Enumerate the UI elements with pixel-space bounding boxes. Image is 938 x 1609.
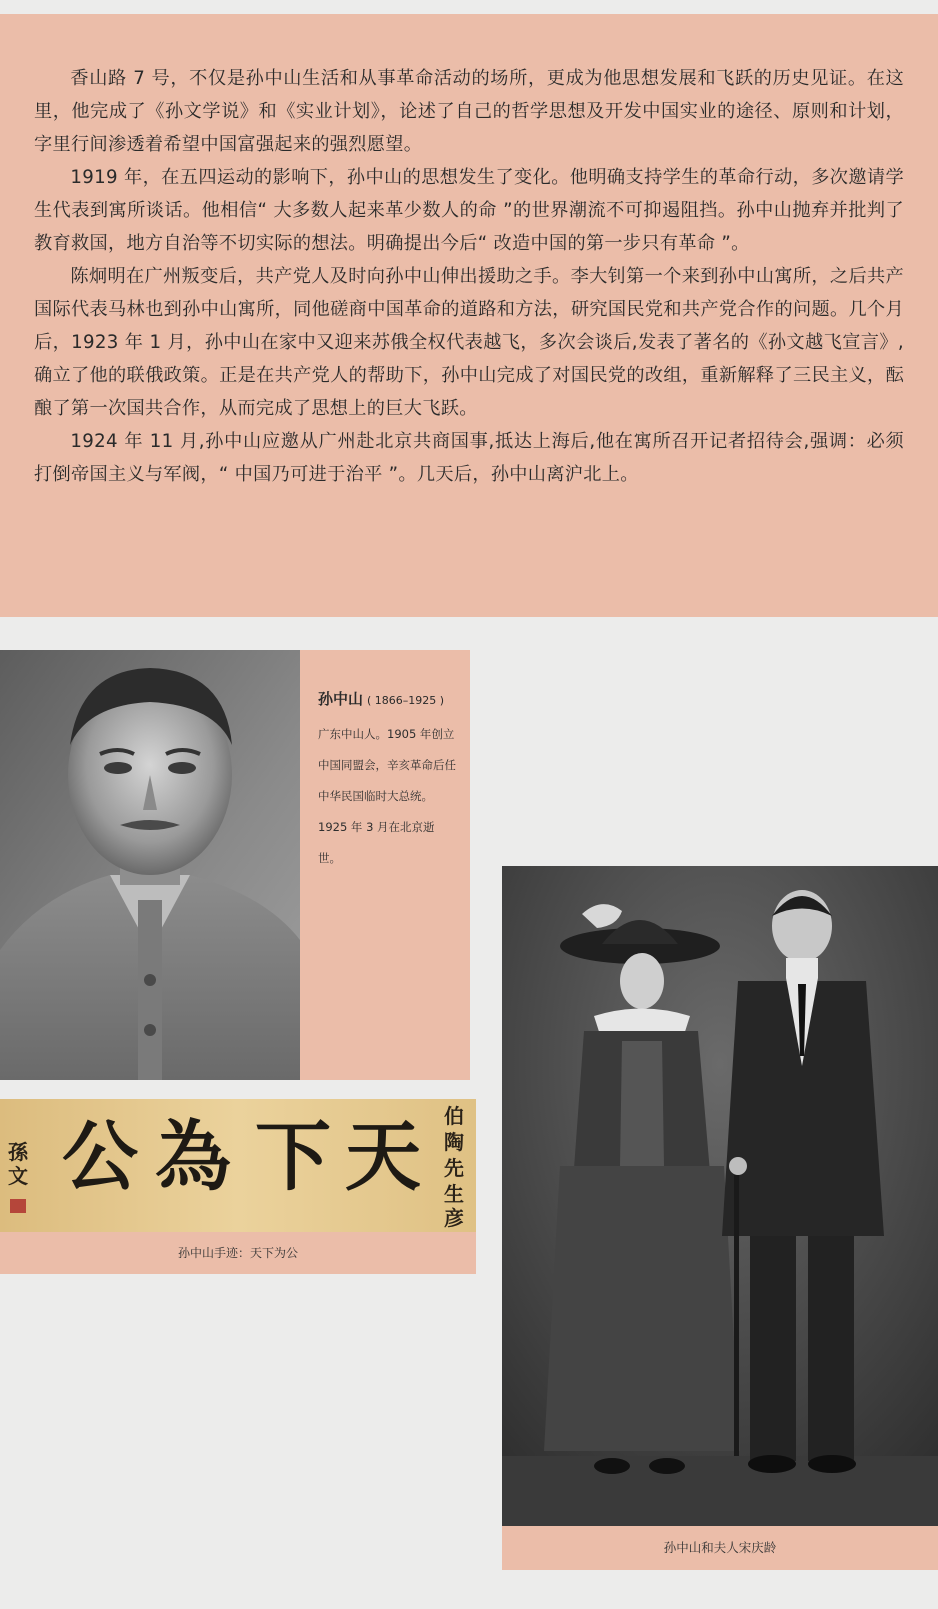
calligraphy-scroll-image — [0, 1099, 476, 1232]
paragraph-4: 1924 年 11 月,孙中山应邀从广州赴北京共商国事,抵达上海后,他在寓所召开记者招待会,强调：必须打倒帝国主义与军阀，“ 中国乃可进于治平 ”。几天后，孙中山离沪北上。 — [34, 431, 904, 485]
couple-photo-caption: 孙中山和夫人宋庆龄 — [502, 1526, 938, 1570]
calligraphy-char-2: 下 — [255, 1112, 331, 1201]
bio-text: 广东中山人。1905 年创立中国同盟会，辛亥革命后任中华民国临时大总统。1925 年 3 月在北京逝世。 — [318, 727, 456, 865]
paragraph-1: 香山路 7 号，不仅是孙中山生活和从事革命活动的场所，更成为他思想发展和飞跃的历史见证。在这里，他完成了《孙文学说》和《实业计划》，论述了自己的哲学思想及开发中国实业的途径、原则和计划，字里行间渗透着希望中国富强起来的强烈愿望。 — [34, 68, 904, 155]
biography-panel — [300, 650, 470, 1080]
svg-text:陶: 陶 — [444, 1130, 464, 1154]
paragraph-2: 1919 年，在五四运动的影响下，孙中山的思想发生了变化。他明确支持学生的革命行动，多次邀请学生代表到寓所谈话。他相信“ 大多数人起来革少数人的命 ”的世界潮流不可抑遏阻挡。孙中山抛弃并批判了教育救国，地方自治等不切实际的想法。明确提出今后“ 改造中国的第一步只有革命 ”。 — [34, 167, 904, 254]
couple-photo — [502, 866, 938, 1526]
svg-text:先: 先 — [444, 1156, 464, 1180]
bio-name: 孙中山 — [318, 690, 364, 708]
calligraphy-char-4: 公 — [62, 1112, 138, 1201]
paragraph-3: 陈炯明在广州叛变后，共产党人及时向孙中山伸出援助之手。李大钊第一个来到孙中山寓所，之后共产国际代表马林也到孙中山寓所，同他磋商中国革命的道路和方法，研究国民党和共产党合作的问题。几个月后，1923 年 1 月，孙中山在家中又迎来苏俄全权代表越飞，多次会谈后,发表了著名的《孙文越飞宣言》,确立了他的联俄政策。正是在共产党人的帮助下，孙中山完成了对国民党的改组，重新解释了三民主义，酝酿了第一次国共合作，从而完成了思想上的巨大飞跃。 — [34, 266, 904, 419]
bio-years: ( 1866–1925 ) — [367, 694, 445, 707]
svg-text:孫: 孫 — [8, 1140, 28, 1164]
article-text-panel — [0, 14, 938, 617]
calligraphy-caption: 孙中山手迹：天下为公 — [0, 1232, 476, 1274]
calligraphy-char-3: 為 — [155, 1112, 231, 1201]
svg-text:伯: 伯 — [444, 1104, 464, 1128]
svg-text:生: 生 — [444, 1182, 464, 1206]
svg-text:彦: 彦 — [444, 1206, 464, 1230]
svg-text:文: 文 — [8, 1164, 28, 1188]
sun-yat-sen-portrait-photo — [0, 650, 300, 1080]
bio-heading — [318, 688, 456, 709]
calligraphy-char-1: 天 — [345, 1112, 421, 1201]
